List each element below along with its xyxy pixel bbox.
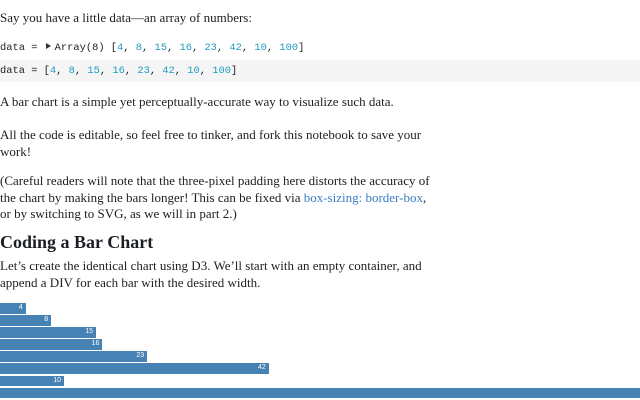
paragraph-bar-chart: A bar chart is a simple yet perceptually-accurate way to visualize such data. (0, 94, 394, 109)
array-value: 15 (87, 65, 100, 77)
array-value: 42 (162, 65, 175, 77)
array-value: 4 (49, 65, 57, 77)
paragraph-d3: Let’s create the identical chart using D3. We’ll start with an empty container, and append a DIV for each bar with the desired width. (0, 258, 422, 290)
bar-chart (0, 303, 640, 400)
array-value: 4 (117, 42, 124, 54)
array-value: 10 (254, 42, 267, 54)
variable-name: data (0, 65, 25, 77)
bar: 8 (0, 315, 51, 326)
paragraph-editable: All the code is editable, so feel free to tinker, and fork this notebook to save your work! (0, 127, 422, 159)
bar: 10 (0, 376, 64, 387)
box-sizing-link[interactable]: box-sizing: border-box (303, 189, 423, 205)
array-value: 23 (137, 65, 150, 77)
array-value: 23 (204, 42, 217, 54)
array-value: 100 (279, 42, 299, 54)
array-value: 15 (154, 42, 167, 54)
array-value: 8 (135, 42, 143, 54)
bar: 42 (0, 363, 269, 374)
bar: 4 (0, 303, 26, 314)
intro-text: Say you have a little data—an array of numbers: (0, 10, 252, 25)
bar (0, 388, 640, 399)
bar: 16 (0, 339, 102, 350)
array-summary[interactable]: Array(8) [ (54, 42, 118, 54)
paragraph-padding-note: (Careful readers will note that the three-pixel padding here distorts the accuracy of the chart by making the bars longer! This can be fixed via box-sizing: border-box, or by switching to SVG, as we will in part 2.) (0, 173, 430, 221)
variable-name: data (0, 42, 25, 54)
array-value: 8 (68, 65, 75, 77)
array-value: 10 (187, 65, 200, 77)
section-heading: Coding a Bar Chart (0, 232, 154, 252)
array-value: 16 (179, 42, 192, 54)
array-values: 4, 8, 15, 16, 23, 42, 10, 100 (117, 42, 299, 54)
array-values: 4, 8, 15, 16, 23, 42, 10, 100 (49, 65, 231, 77)
array-value: 42 (229, 42, 242, 54)
array-value: 16 (112, 65, 125, 77)
bar: 23 (0, 351, 147, 362)
bar: 15 (0, 327, 96, 338)
data-cell-input[interactable]: data = [4, 8, 15, 16, 23, 42, 10, 100] (0, 60, 640, 82)
expand-arrow-icon[interactable] (46, 43, 51, 49)
array-value: 100 (212, 65, 231, 77)
data-cell-output[interactable]: data = Array(8) [4, 8, 15, 16, 23, 42, 10, 100] (0, 42, 305, 54)
